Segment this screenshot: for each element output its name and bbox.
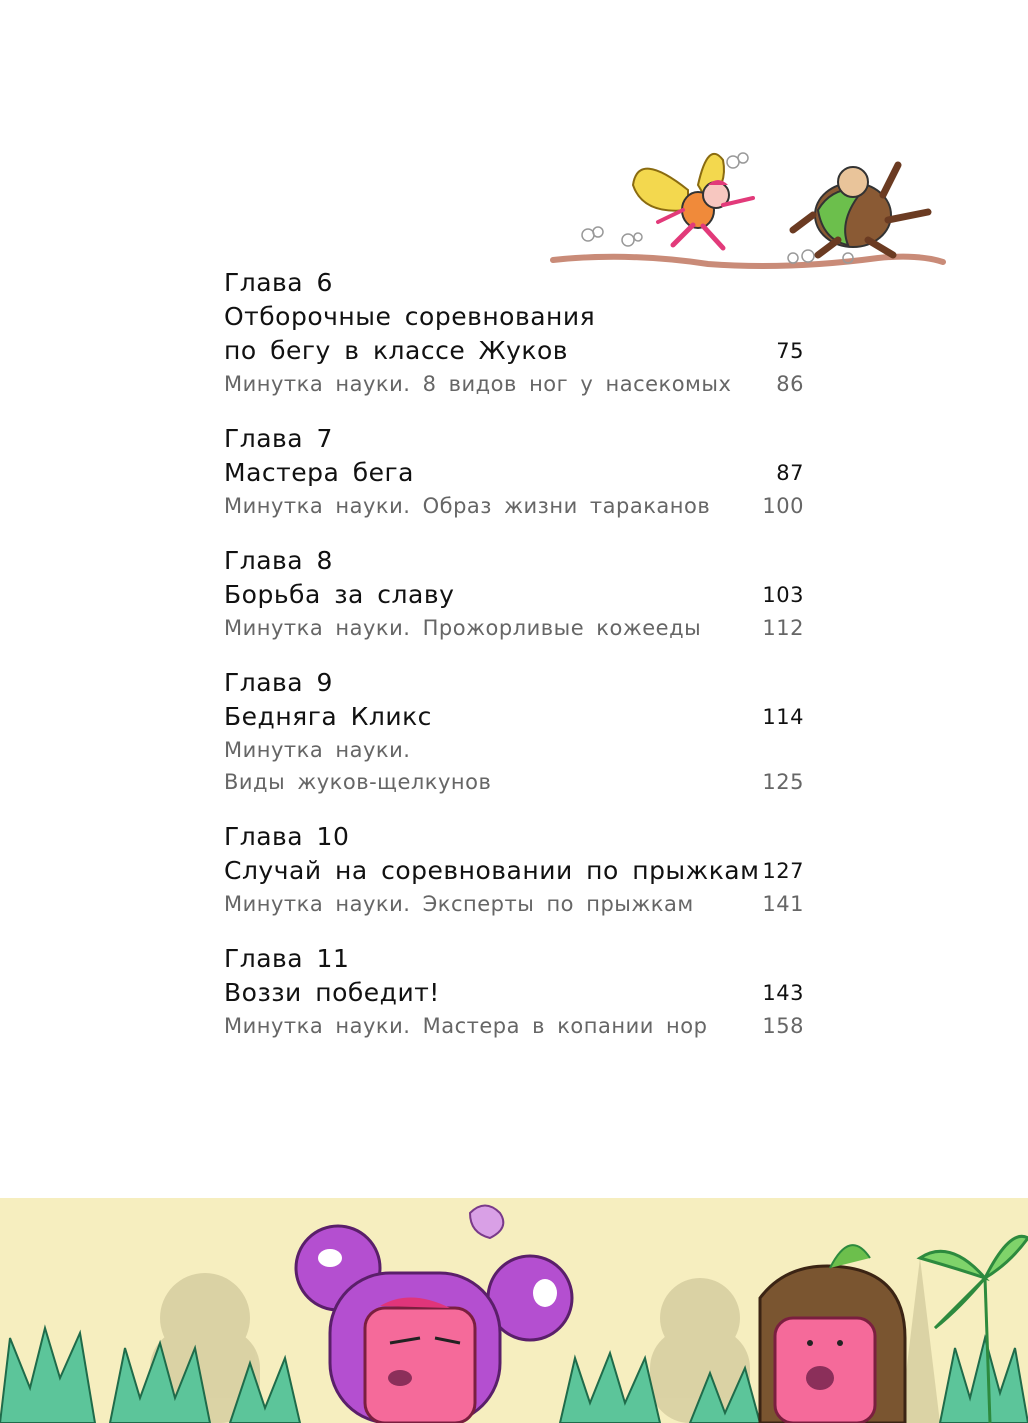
chapter-title xyxy=(224,456,804,490)
science-minute xyxy=(224,490,804,522)
running-insects-illustration xyxy=(548,140,948,280)
toc-entry-chapter-8 xyxy=(224,544,804,644)
chapter-number: Глава 6 xyxy=(224,268,333,297)
science-minute-text: Виды жуков-щелкунов xyxy=(224,770,492,794)
jungle-characters-illustration xyxy=(0,1198,1028,1423)
science-minute xyxy=(224,368,804,400)
chapter-page-number: 75 xyxy=(776,339,804,363)
science-minute-text: Минутка науки. Эксперты по прыжкам xyxy=(224,892,694,916)
science-minute-text: Минутка науки. Образ жизни тараканов xyxy=(224,494,711,518)
science-minute-text: Минутка науки. Прожорливые кожееды xyxy=(224,616,702,640)
chapter-page-number: 127 xyxy=(762,859,804,883)
science-minute-text: Минутка науки. 8 видов ног у насекомых xyxy=(224,372,732,396)
chapter-title xyxy=(224,334,804,368)
toc-entry-chapter-9 xyxy=(224,666,804,798)
science-page-number: 158 xyxy=(762,1014,804,1038)
chapter-title: Отборочные соревнования xyxy=(224,302,596,331)
science-page-number: 112 xyxy=(762,616,804,640)
toc-entry-chapter-7 xyxy=(224,422,804,522)
science-minute-text: Минутка науки. Мастера в копании нор xyxy=(224,1014,708,1038)
science-page-number: 86 xyxy=(776,372,804,396)
chapter-title-text: по бегу в классе Жуков xyxy=(224,336,569,365)
toc-entry-chapter-6 xyxy=(224,266,804,400)
chapter-page-number: 103 xyxy=(762,583,804,607)
chapter-title-text: Мастера бега xyxy=(224,458,414,487)
chapter-title-text: Случай на соревновании по прыжкам xyxy=(224,856,760,885)
chapter-title-text: Борьба за славу xyxy=(224,580,455,609)
chapter-number: Глава 9 xyxy=(224,668,333,697)
science-minute xyxy=(224,766,804,798)
science-minute: Минутка науки. xyxy=(224,738,411,762)
toc-entry-chapter-11 xyxy=(224,942,804,1042)
science-minute xyxy=(224,888,804,920)
science-minute xyxy=(224,612,804,644)
beetle-character xyxy=(793,165,928,255)
chapter-title xyxy=(224,976,804,1010)
science-page-number: 141 xyxy=(762,892,804,916)
science-minute xyxy=(224,1010,804,1042)
chapter-page-number: 143 xyxy=(762,981,804,1005)
toc-entry-chapter-10 xyxy=(224,820,804,920)
chapter-title xyxy=(224,578,804,612)
chapter-page-number: 87 xyxy=(776,461,804,485)
chapter-number: Глава 11 xyxy=(224,944,350,973)
science-page-number: 100 xyxy=(762,494,804,518)
chapter-number: Глава 7 xyxy=(224,424,333,453)
chapter-page-number: 114 xyxy=(762,705,804,729)
chapter-title xyxy=(224,700,804,734)
chapter-number: Глава 10 xyxy=(224,822,350,851)
chapter-title-text: Бедняга Кликс xyxy=(224,702,432,731)
table-of-contents xyxy=(224,266,804,1064)
chapter-number: Глава 8 xyxy=(224,546,333,575)
chapter-title-text: Воззи победит! xyxy=(224,978,440,1007)
science-page-number: 125 xyxy=(762,770,804,794)
chapter-title xyxy=(224,854,804,888)
